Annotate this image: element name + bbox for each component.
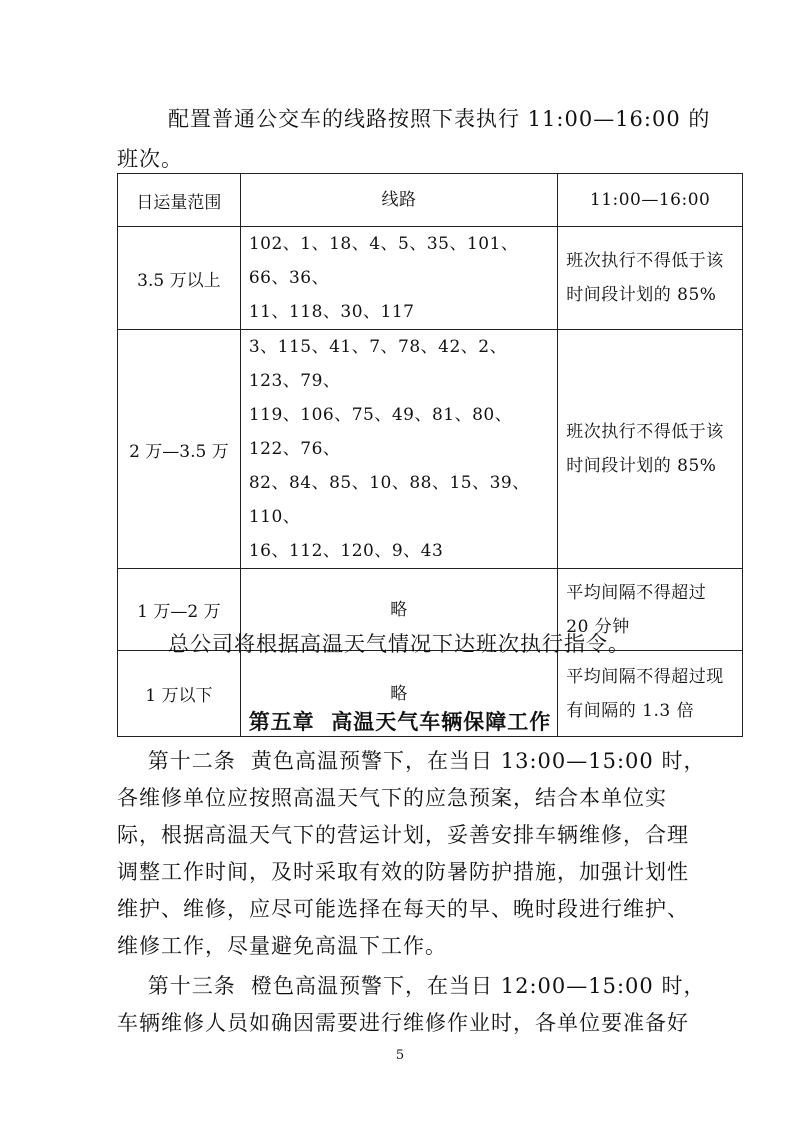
header-time: 11:00—16:00 [558,174,743,227]
route-line: 11、118、30、117 [248,302,415,322]
row-range: 3.5 万以上 [118,227,241,330]
rule-line: 20 分钟 [566,616,630,637]
route-line: 略 [390,599,408,620]
intro-line-2: 班次。 [117,147,183,171]
article-line: 车辆维修人员如确因需要进行维修作业时，各单位要准备好 [117,1011,689,1035]
header-routes: 线路 [240,174,557,227]
article-line: 第十二条 黄色高温预警下，在当日 13:00—15:00 时， [117,749,706,773]
header-range: 日运量范围 [118,174,241,227]
route-line: 16、112、120、9、43 [248,541,444,561]
article-line: 调整工作时间，及时采取有效的防暑防护措施，加强计划性 [117,860,689,884]
article-line: 际，根据高温天气下的营运计划，妥善安排车辆维修，合理 [117,823,689,847]
row-range: 1 万以下 [118,651,241,737]
rule-line: 时间段计划的 85% [566,456,717,476]
table-header-row [118,174,743,227]
rule-line: 有间隔的 1.3 倍 [566,700,695,721]
page-number: 5 [395,1048,405,1063]
article-line: 各维修单位应按照高温天气下的应急预案，结合本单位实 [117,786,667,810]
row-rule [558,330,743,569]
chapter-title: 第五章 高温天气车辆保障工作 [248,710,552,734]
rule-line: 时间段计划的 85% [566,285,717,305]
intro-line-1: 配置普通公交车的线路按照下表执行 11:00—16:00 的 [168,107,711,131]
table-row [118,227,743,330]
row-range: 1 万—2 万 [118,569,241,651]
article-line: 维护、维修，应尽可能选择在每天的早、晚时段进行维护、 [117,897,689,921]
rule-line: 班次执行不得低于该 [566,251,724,271]
article-line: 维修工作，尽量避免高温下工作。 [117,934,447,958]
article-line: 第十三条 橙色高温预警下，在当日 12:00—15:00 时， [117,974,706,998]
route-line: 略 [390,683,408,704]
row-routes [240,330,557,569]
row-range: 2 万—3.5 万 [118,330,241,569]
route-line: 102、1、18、4、5、35、101、66、36、 [248,234,519,288]
route-line: 119、106、75、49、81、80、122、76、 [248,405,513,459]
after-table-text: 总公司将根据高温天气情况下达班次执行指令。 [168,632,630,656]
route-line: 82、84、85、10、88、15、39、110、 [248,473,530,527]
rule-line: 班次执行不得低于该 [566,422,724,442]
article-12 [117,743,706,965]
article-13 [117,968,706,1042]
row-routes [240,227,557,330]
table-row [118,330,743,569]
row-rule [558,227,743,330]
route-line: 3、115、41、7、78、42、2、123、79、 [248,337,508,391]
rule-line: 平均间隔不得超过 [566,582,707,603]
rule-line: 平均间隔不得超过现 [566,666,724,687]
